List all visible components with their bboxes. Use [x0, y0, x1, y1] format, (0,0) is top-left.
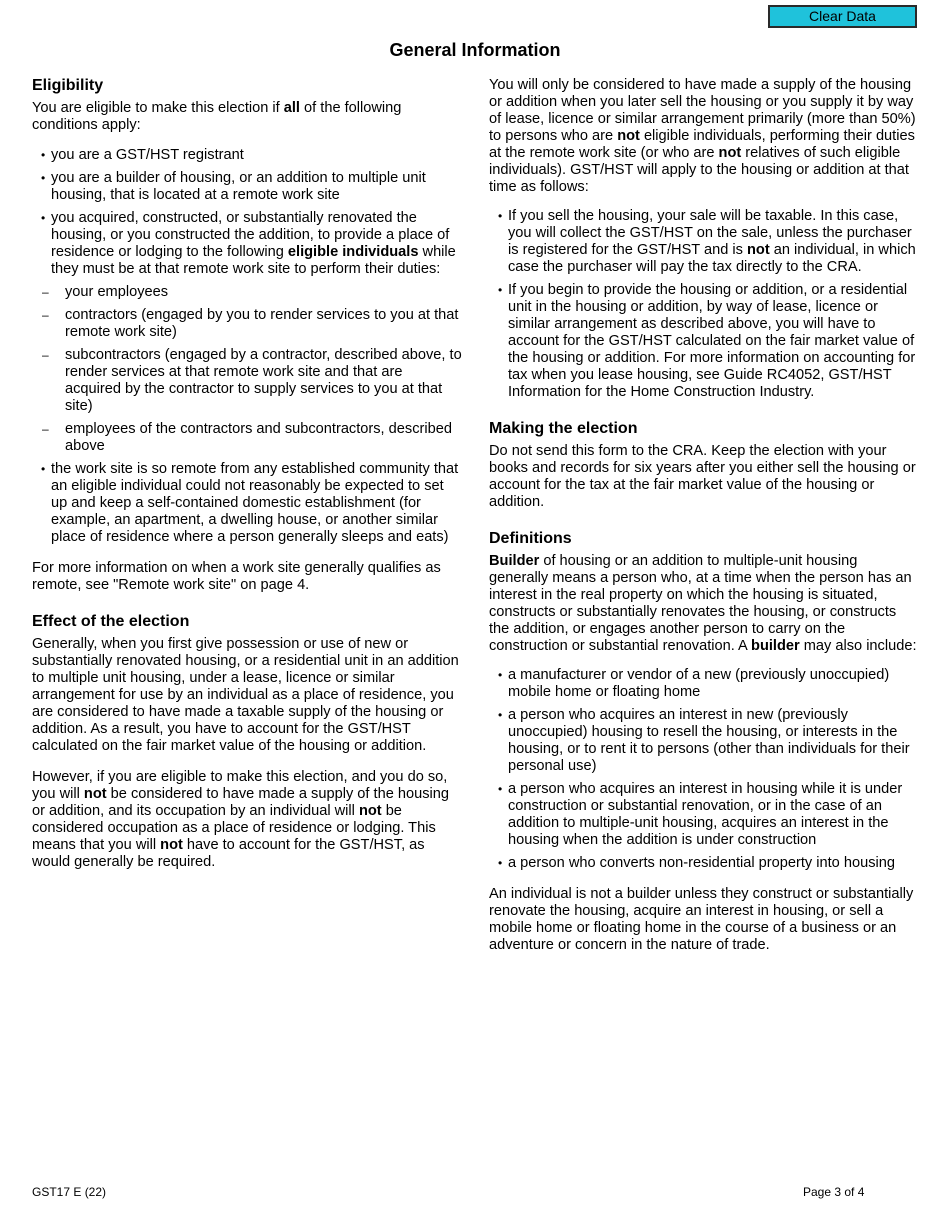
list-item: • a manufacturer or vendor of a new (previously unoccupied) mobile home or floating home [489, 667, 919, 701]
eligible-individuals-list [32, 284, 462, 455]
making-election-paragraph: Do not send this form to the CRA. Keep the election with your books and records for six years after you either sell the housing or account for the tax at the fair market value of the housing or addition. [489, 443, 916, 510]
list-item: – employees of the contractors and subcontractors, described above [32, 421, 462, 455]
list-item: • If you begin to provide the housing or addition, or a residential unit in the housing or addition, by way of lease, licence or similar arrangement as described above, you will have to account for the GST/HST calculated on the fair market value of the housing or addition. For more information on accounting for tax when you lease housing, see Guide RC4052, GST/HST Information for the Home Construction Industry. [489, 282, 919, 401]
list-item: • a person who converts non-residential property into housing [489, 855, 919, 872]
list-item: – your employees [32, 284, 462, 301]
builder-includes-list [489, 667, 919, 872]
list-item: • you are a GST/HST registrant [32, 147, 462, 164]
page-number: Page 3 of 4 [803, 1185, 865, 1199]
supply-consequences-list [489, 208, 919, 401]
list-item: – contractors (engaged by you to render services to you at that remote work site) [32, 307, 462, 341]
eligibility-conditions-list [32, 147, 462, 546]
list-item: • the work site is so remote from any established community that an eligible individual could not reasonably be expected to set up and keep a self-contained domestic establishment (for example, an apartment, a dwelling house, or another similar place of residence where a person generally sleeps and eats) [32, 461, 462, 546]
page-title: General Information [389, 40, 561, 60]
effect-paragraph-1: Generally, when you first give possession or use of new or substantially renovated housing, or a residential unit in an addition to multiple unit housing, under a lease, licence or similar arrangement for use by an individual as a place of residence, you are considered to have made a taxable supply of the housing or addition. As a result, you have to account for the GST/HST calculated on the fair market value of the housing or addition. [32, 636, 459, 754]
making-election-heading: Making the election [489, 420, 638, 437]
supply-paragraph: You will only be considered to have made a supply of the housing or addition when you later sell the housing or you supply it by way of lease, licence or similar arrangement primarily (more than 50%) to persons who are not eligible individuals, performing their duties at the remote work site (or who are not relatives of such eligible individuals). GST/HST will apply to the housing or addition at that time as follows: [489, 77, 916, 195]
clear-data-button[interactable]: Clear Data [768, 5, 917, 28]
definitions-heading: Definitions [489, 530, 572, 547]
individual-builder-note: An individual is not a builder unless they construct or substantially renovate the housing, acquire an interest in housing, or sell a mobile home or floating home in the course of a business or an adventure or concern in the nature of trade. [489, 886, 914, 953]
eligibility-intro: You are eligible to make this election if all of the following conditions apply: [32, 100, 402, 133]
list-item: – subcontractors (engaged by a contractor, described above, to render services at that remote work site and that are acquired by the contractor to supply services to you at that site) [32, 347, 462, 415]
remote-site-note: For more information on when a work site generally qualifies as remote, see "Remote work site" on page 4. [32, 560, 441, 593]
right-column [489, 77, 919, 954]
left-column [32, 76, 462, 871]
eligibility-heading: Eligibility [32, 77, 104, 94]
list-item: • you are a builder of housing, or an addition to multiple unit housing, that is located at a remote work site [32, 170, 462, 204]
effect-heading: Effect of the election [32, 613, 190, 630]
list-item: • a person who acquires an interest in new (previously unoccupied) housing to resell the housing, or interests in the housing, or to rent it to persons (other than individuals for their personal use) [489, 707, 919, 775]
list-item: • you acquired, constructed, or substantially renovated the housing, or you constructed the addition, to provide a place of residence or lodging to the following eligible individuals while they must be at that remote work site to perform their duties: – your employees – contractors (engaged by you to render services to you at that remote work site) – subcontractors (engaged by a contractor, described above, to render services at that remote work site and that are acquired by the contractor to supply services to you at that site) – employees of the contractors and subcontractors, described above [32, 210, 462, 455]
list-item: • If you sell the housing, your sale will be taxable. In this case, you will collect the GST/HST on the sale, unless the purchaser is registered for the GST/HST and is not an individual, in which case the purchaser will pay the tax directly to the CRA. [489, 208, 919, 276]
list-item: • a person who acquires an interest in housing while it is under construction or substantial renovation, or in the case of an addition to multiple-unit housing, acquires an interest in the housing when the addition is under construction [489, 781, 919, 849]
builder-definition: Builder of housing or an addition to multiple-unit housing generally means a person who, at a time when the person has an interest in the real property on which the housing is situated, constructs or substantially renovates the housing, or constructs the addition, or engages another person to carry on the construction or substantial renovation. A builder may also include: [489, 553, 917, 654]
form-identifier: GST17 E (22) [32, 1185, 107, 1199]
effect-paragraph-2: However, if you are eligible to make this election, and you do so, you will not be considered to have made a supply of the housing or addition, and its occupation by an individual will not be considered occupation as a place of residence or lodging. This means that you will not have to account for the GST/HST, as would generally be required. [32, 769, 449, 870]
